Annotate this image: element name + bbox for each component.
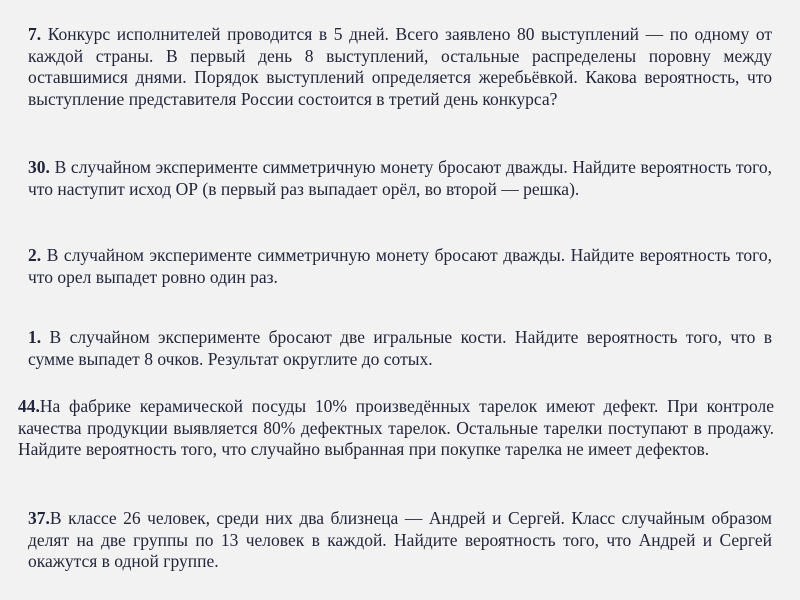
- problem-37: [28, 508, 772, 573]
- problem-1: [28, 327, 772, 370]
- problem-number: 1.: [28, 327, 42, 347]
- problem-7: [28, 24, 772, 110]
- problem-text: На фабрике керамической посуды 10% произведённых тарелок имеют дефект. При контроле качества продукции выявляется 80% дефектных тарелок. Остальные тарелки поступают в продажу. Найдите вероятность того, что случайно выбранная при покупке тарелка не имеет дефектов.: [18, 396, 774, 459]
- problem-text: В классе 26 человек, среди них два близнеца — Андрей и Сергей. Класс случайным образом делят на две группы по 13 человек в каждой. Найдите вероятность того, что Андрей и Сергей окажутся в одной группе.: [28, 508, 772, 571]
- problem-text: Конкурс исполнителей проводится в 5 дней. Всего заявлено 80 выступлений — по одному от каждой страны. В первый день 8 выступлений, остальные распределены поровну между оставшимися днями. Порядок выступлений определяется жеребьёвкой. Какова вероятность, что выступление представителя России состоится в третий день конкурса?: [28, 24, 772, 109]
- problem-text: В случайном эксперименте симметричную монету бросают дважды. Найдите вероятность того, что наступит исход ОР (в первый раз выпадает орёл, во второй — решка).: [28, 157, 772, 199]
- problem-text: В случайном эксперименте симметричную монету бросают дважды. Найдите вероятность того, что орел выпадет ровно один раз.: [28, 245, 772, 287]
- problem-44: [18, 396, 774, 461]
- problem-number: 44.: [18, 396, 40, 416]
- problem-text: В случайном эксперименте бросают две игральные кости. Найдите вероятность того, что в сумме выпадет 8 очков. Результат округлите до сотых.: [28, 327, 772, 369]
- problem-number: 37.: [28, 508, 50, 528]
- problem-2: [28, 245, 772, 288]
- problem-30: [28, 157, 772, 200]
- problem-number: 7.: [28, 24, 42, 44]
- problem-number: 2.: [28, 245, 42, 265]
- problem-number: 30.: [28, 157, 50, 177]
